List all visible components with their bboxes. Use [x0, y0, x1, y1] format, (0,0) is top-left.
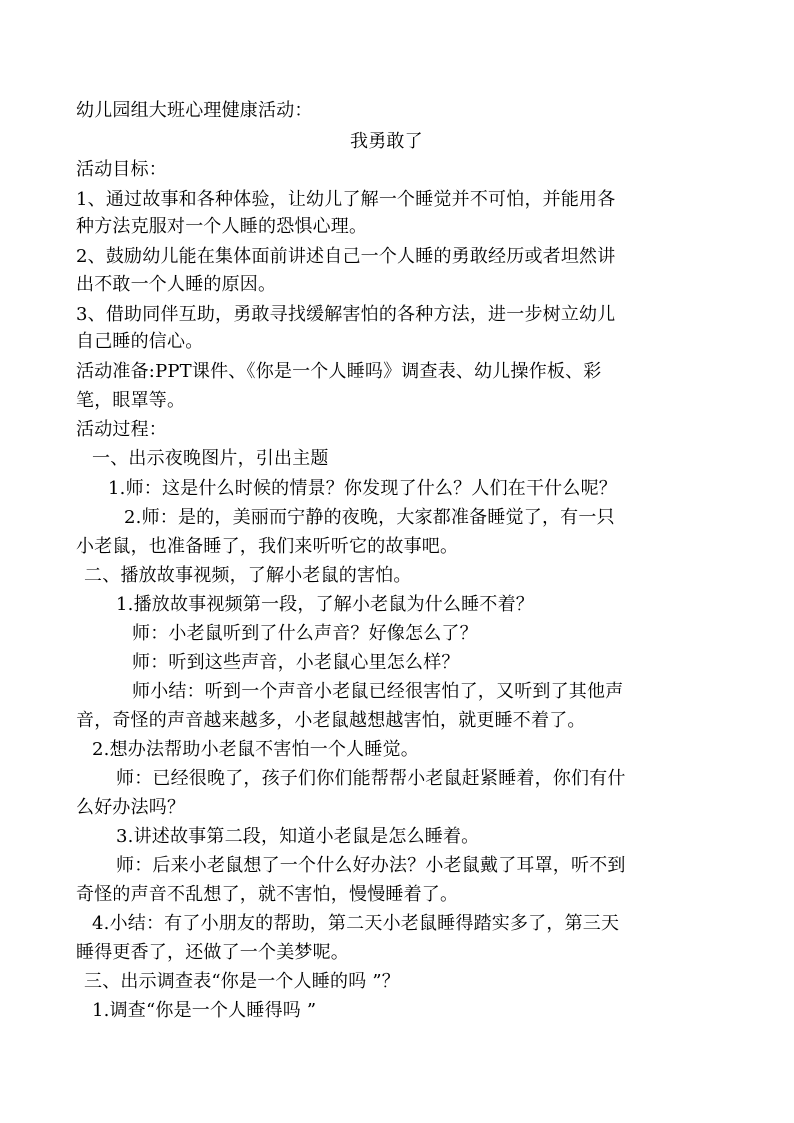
section-2-summary-line-1: 师小结：听到一个声音小老鼠已经很害怕了，又听到了其他声: [132, 681, 624, 702]
goal-1-line-1: 1、通过故事和各种体验，让幼儿了解一个睡觉并不可怕，并能用各: [76, 189, 616, 210]
goal-1-line-2: 种方法克服对一个人睡的恐惧心理。: [76, 216, 368, 237]
section-2-question-2: 师：听到这些声音，小老鼠心里怎么样？: [132, 652, 460, 673]
section-2-question-4-line-1: 师：后来小老鼠想了一个什么好办法？小老鼠戴了耳罩，听不到: [116, 855, 626, 876]
section-2-question-3-line-1: 师：已经很晚了，孩子们你们能帮帮小老鼠赶紧睡着，你们有什: [116, 768, 626, 789]
process-label: 活动过程：: [76, 419, 167, 440]
goal-2-line-2: 出不敢一个人睡的原因。: [76, 274, 277, 295]
document-title: 我勇敢了: [350, 131, 423, 152]
goal-3-line-1: 3、借助同伴互助，勇敢寻找缓解害怕的各种方法，进一步树立幼儿: [76, 304, 616, 325]
goals-label: 活动目标：: [76, 159, 167, 180]
section-1-item-2-line-2: 小老鼠，也准备睡了，我们来听听它的故事吧。: [76, 536, 459, 557]
section-2-item-4-line-1: 4.小结：有了小朋友的帮助，第二天小老鼠睡得踏实多了，第三天: [92, 913, 620, 934]
section-1-item-1: 1.师：这是什么时候的情景？你发现了什么？人们在干什么呢？: [108, 478, 617, 499]
goal-2-line-1: 2、鼓励幼儿能在集体面前讲述自己一个人睡的勇敢经历或者坦然讲: [76, 246, 616, 267]
document-heading: 幼儿园组大班心理健康活动：: [76, 100, 313, 121]
section-2-item-3: 3.讲述故事第二段，知道小老鼠是怎么睡着。: [116, 826, 480, 847]
section-1-item-2-line-1: 2.师：是的，美丽而宁静的夜晚，大家都准备睡觉了，有一只: [124, 507, 615, 528]
section-2-item-1: 1.播放故事视频第一段，了解小老鼠为什么睡不着？: [116, 594, 534, 615]
section-2-title: 二、播放故事视频，了解小老鼠的害怕。: [84, 565, 412, 586]
section-3-title: 三、出示调查表“你是一个人睡的吗 ”？: [84, 971, 400, 992]
section-2-question-3-line-2: 么好办法吗？: [76, 797, 186, 818]
prep-line-2: 笔，眼罩等。: [76, 390, 186, 411]
prep-line-1: 活动准备:PPT课件、《你是一个人睡吗》调查表、幼儿操作板、彩: [76, 361, 602, 382]
section-3-item-1: 1.调查“你是一个人睡得吗 ”: [92, 1000, 317, 1021]
section-2-item-4-line-2: 睡得更香了，还做了一个美梦呢。: [76, 942, 349, 963]
section-2-summary-line-2: 音，奇怪的声音越来越多，小老鼠越想越害怕，就更睡不着了。: [76, 710, 586, 731]
section-2-item-2: 2.想办法帮助小老鼠不害怕一个人睡觉。: [92, 739, 419, 760]
section-1-title: 一、出示夜晚图片，引出主题: [92, 448, 329, 469]
goal-3-line-2: 自己睡的信心。: [76, 331, 204, 352]
section-2-question-1: 师：小老鼠听到了什么声音？好像怎么了？: [132, 623, 478, 644]
section-2-question-4-line-2: 奇怪的声音不乱想了，就不害怕，慢慢睡着了。: [76, 884, 459, 905]
